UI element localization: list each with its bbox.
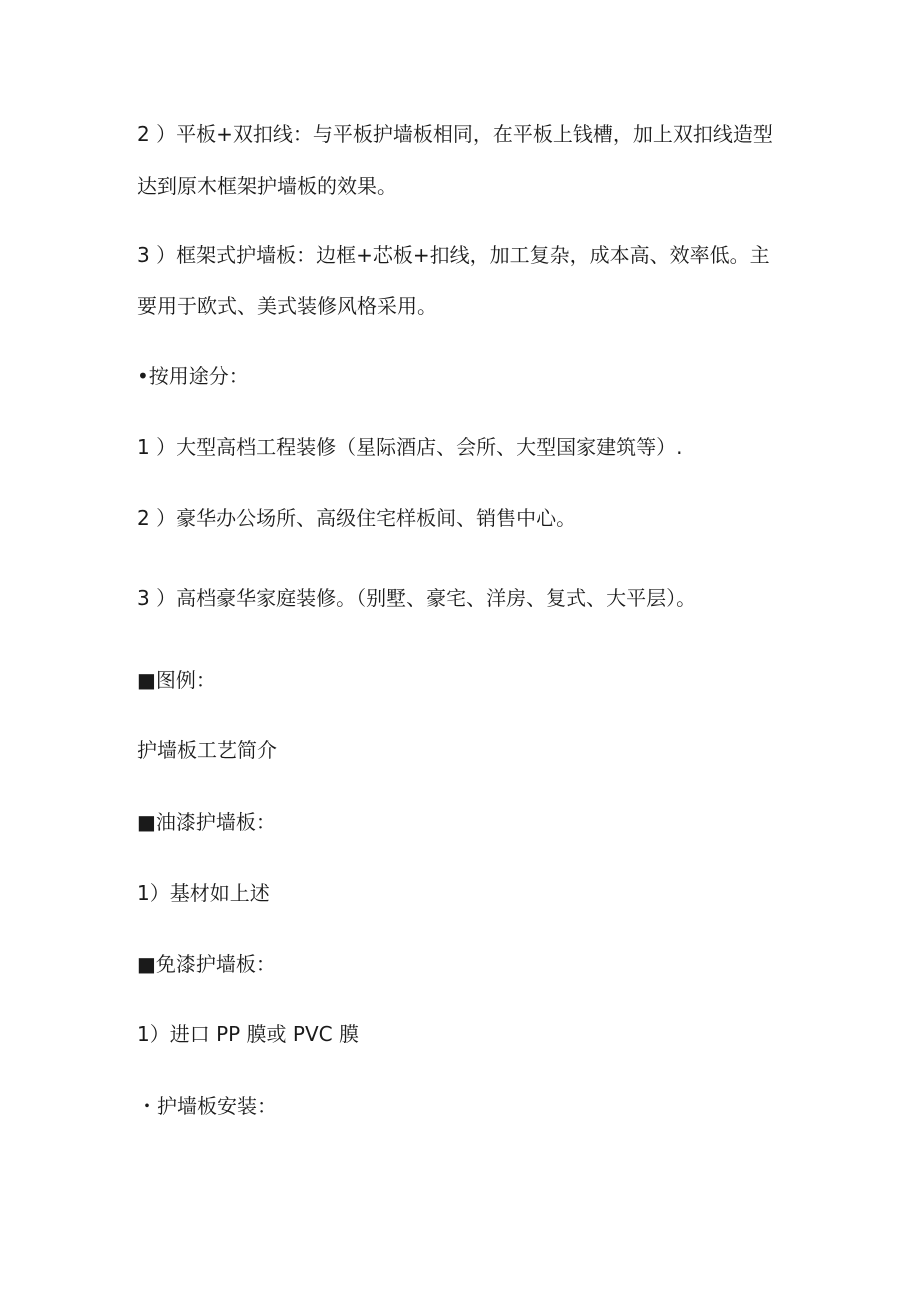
- section-heading-by-usage: •按用途分：: [137, 364, 249, 388]
- section-heading-painted-panel: ■油漆护墙板：: [137, 810, 276, 834]
- painted-panel-item-1: 1）基材如上述: [137, 881, 270, 905]
- usage-item-1: 1 ）大型高档工程装修（星际酒店、会所、大型国家建筑等）.: [137, 435, 683, 459]
- paragraph-line-3-continued: 要用于欧式、美式装修风格采用。: [137, 294, 437, 318]
- usage-item-3: 3 ）高档豪华家庭装修。（别墅、豪宅、洋房、复式、大平层）。: [137, 586, 697, 610]
- paragraph-process-intro: 护墙板工艺简介: [137, 738, 277, 762]
- paragraph-line-2-flat-double-line: 2 ）平板+双扣线：与平板护墙板相同，在平板上钱槽，加上双扣线造型: [137, 122, 773, 146]
- paragraph-line-2-continued: 达到原木框架护墙板的效果。: [137, 174, 397, 198]
- section-heading-legend: ■图例：: [137, 668, 216, 692]
- section-heading-paint-free-panel: ■免漆护墙板：: [137, 952, 276, 976]
- paint-free-panel-item-1: 1）进口 PP 膜或 PVC 膜: [137, 1022, 359, 1046]
- section-heading-installation: ・护墙板安装：: [137, 1094, 277, 1118]
- paragraph-line-3-frame-panel: 3 ）框架式护墙板：边框+芯板+扣线，加工复杂，成本高、效率低。主: [137, 243, 770, 267]
- usage-item-2: 2 ）豪华办公场所、高级住宅样板间、销售中心。: [137, 506, 577, 530]
